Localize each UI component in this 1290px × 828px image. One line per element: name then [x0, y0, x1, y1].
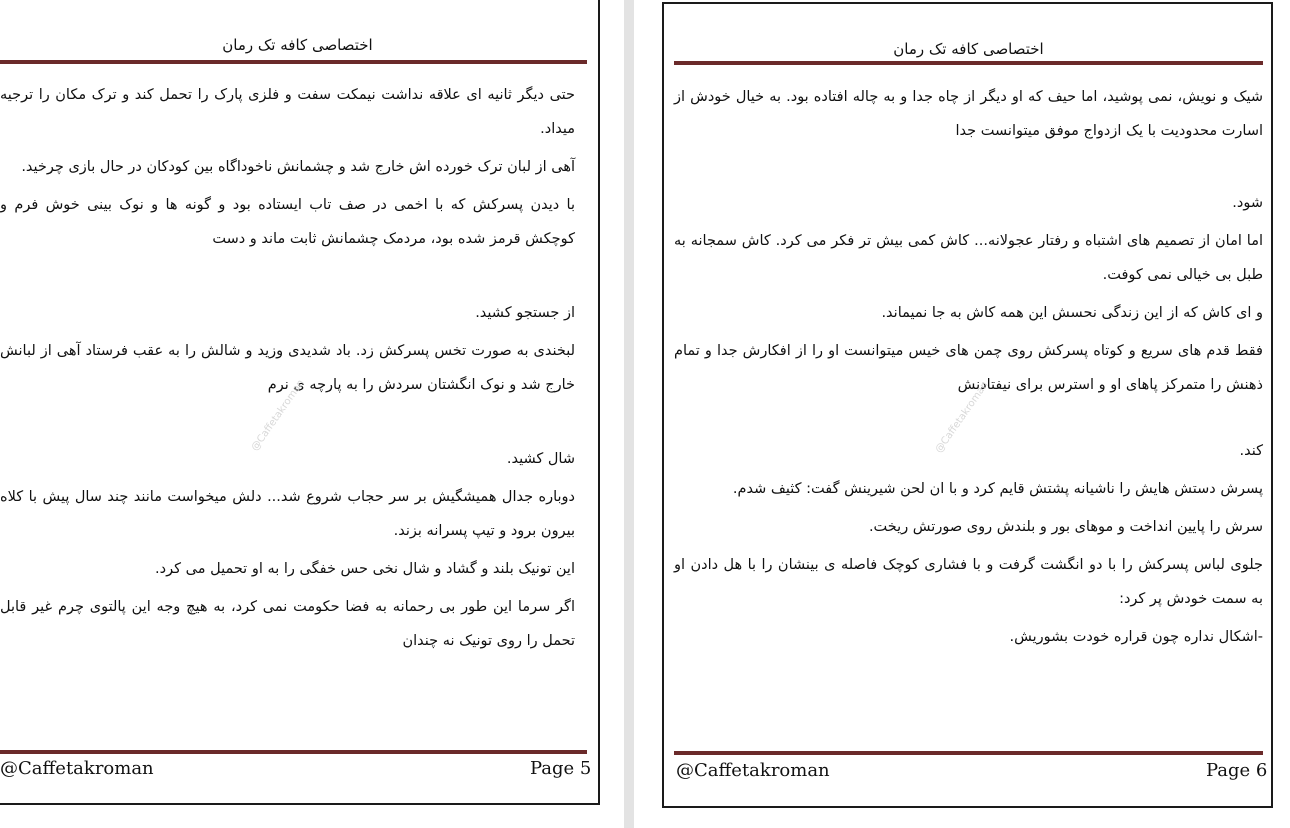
blank-space [674, 148, 1263, 186]
paragraph: حتی دیگر ثانیه ای علاقه نداشت نیمکت سفت و فلزی پارک را تحمل کند و ترک مکان را ترجیه میداد. [0, 87, 575, 137]
paragraph: لبخندی به صورت تخس پسرکش زد. باد شدیدی وزید و شالش را به عقب فرستاد آهی از لبانش خارج شد و نوک انگشتان سردش را به پارچه ی نرم [0, 343, 575, 393]
header-rule [0, 60, 587, 64]
footer-handle: @Caffetakroman [676, 760, 830, 781]
paragraph: سرش را پایین انداخت و موهای بور و بلندش روی صورتش ریخت. [868, 519, 1263, 535]
page-number: Page 5 [530, 758, 592, 779]
footer-rule [0, 750, 587, 754]
paragraph: دوباره جدال همیشگیش بر سر حجاب شروع شد... دلش میخواست مانند چند سال پیش با کلاه بیرون برود و تیپ پسرانه بزند. [0, 489, 575, 539]
paragraph: اگر سرما این طور بی رحمانه به فضا حکومت نمی کرد، به هیچ وجه این پالتوی چرم غیر قابل تحمل را روی تونیک نه چندان [0, 599, 575, 649]
paragraph: این تونیک بلند و گشاد و شال نخی حس خفگی را به او تحمیل می کرد. [155, 561, 575, 577]
watermark: @Caffetakroman [249, 377, 307, 454]
page-divider [624, 0, 634, 828]
header-rule [674, 61, 1263, 65]
page-5 [0, 0, 600, 805]
page-body [674, 80, 1263, 654]
page-body [0, 78, 575, 658]
footer-handle: @Caffetakroman [0, 758, 154, 779]
paragraph: از جستجو کشید. [475, 305, 575, 321]
paragraph: با دیدن پسرکش که با اخمی در صف تاب ایستاده بود و گونه ها و نوک بینی خوش فرم و کوچکش قرمز شده بود، مردمک چشمانش ثابت ماند و دست [0, 197, 575, 247]
paragraph: آهی از لبان ترک خورده اش خارج شد و چشمانش ناخوداگاه بین کودکان در حال بازی چرخید. [21, 159, 575, 175]
paragraph: فقط قدم های سریع و کوتاه پسرکش روی چمن های خیس میتوانست او را از افکارش جدا و تمام ذهنش را متمرکز پاهای او و استرس برای نیفتادنش [674, 343, 1263, 393]
paragraph: پسرش دستش هایش را ناشیانه پشتش قایم کرد و با ان لحن شیرینش گفت: کثیف شدم. [732, 481, 1263, 497]
watermark: @Caffetakroman [933, 379, 991, 456]
blank-space [0, 256, 575, 296]
paragraph: -اشکال نداره چون قراره خودت بشوریش. [1009, 629, 1263, 645]
page-number: Page 6 [1206, 760, 1268, 781]
page-6 [662, 2, 1273, 808]
footer-rule [674, 751, 1263, 755]
paragraph: و ای کاش که از این زندگی نحسش این همه کاش به جا نمیماند. [881, 305, 1263, 321]
paragraph: شال کشید. [506, 451, 575, 467]
paragraph: شیک و نویش، نمی پوشید، اما حیف که او دیگر از چاه جدا و به چاله افتاده بود. به خیال خودش از اسارت محدودیت با یک ازدواج موفق میتوانست جدا [674, 89, 1263, 139]
paragraph: جلوی لباس پسرکش را با دو انگشت گرفت و با فشاری کوچک فاصله ی بینشان را با هل دادن او به سمت خودش پر کرد: [674, 557, 1263, 607]
paragraph: شود. [1232, 195, 1263, 211]
paragraph: اما امان از تصمیم های اشتباه و رفتار عجولانه... کاش کمی بیش تر فکر می کرد. کاش سمجانه به طبل بی خیالی نمی کوفت. [674, 233, 1263, 283]
paragraph: کند. [1239, 443, 1263, 459]
page-header: اختصاصی کافه تک رمان [893, 40, 1044, 58]
page-header: اختصاصی کافه تک رمان [222, 36, 373, 54]
